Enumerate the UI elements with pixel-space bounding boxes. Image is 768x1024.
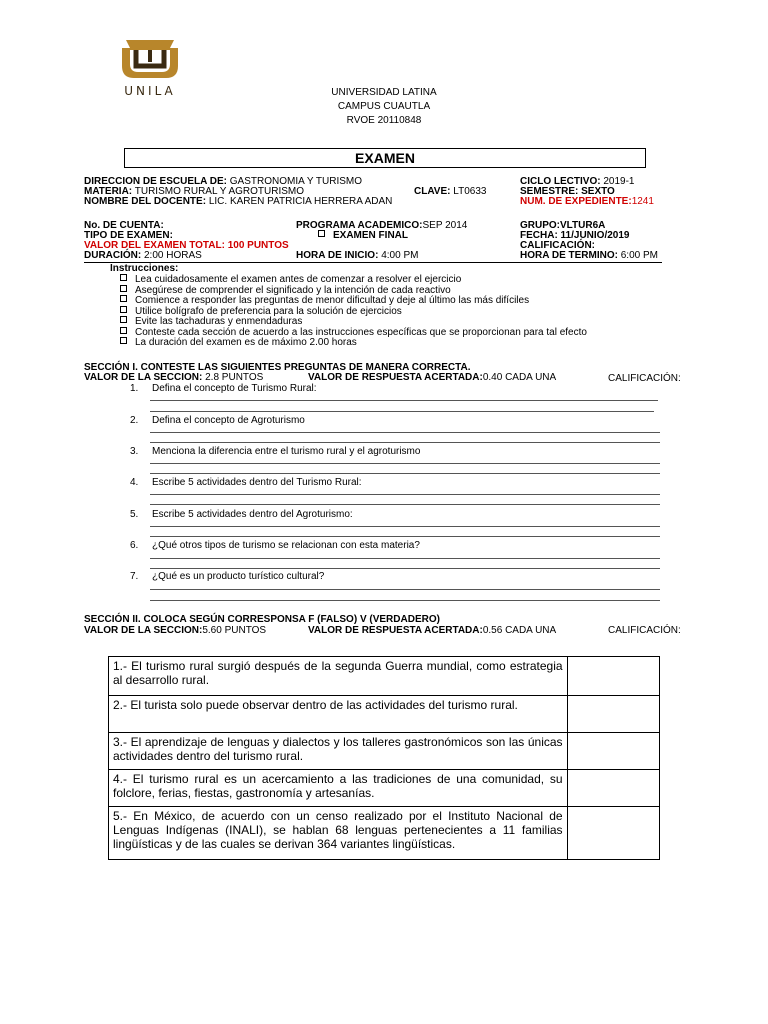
instructions-label: Instrucciones: (110, 263, 179, 274)
checkbox-icon (120, 274, 127, 281)
expediente-field: NUM. DE EXPEDIENTE:1241 (520, 196, 654, 207)
answer-cell[interactable] (567, 657, 659, 696)
programa-field: PROGRAMA ACADEMICO:SEP 2014 (296, 220, 468, 231)
duracion-field: DURACIÓN: 2:00 HORAS (84, 250, 202, 261)
tipo-examen-value: EXAMEN FINAL (318, 230, 408, 241)
question-2: 2. Defina el concepto de Agroturismo (130, 415, 305, 426)
answer-line[interactable] (150, 473, 660, 474)
clave-field: CLAVE: LT0633 (414, 186, 487, 197)
section1-valor: VALOR DE LA SECCION: 2.8 PUNTOS (84, 372, 264, 383)
table-row (109, 733, 660, 770)
table-row (109, 770, 660, 807)
instruction-item: Comience a responder las preguntas de menor dificultad y deje al último las más difíciles (120, 295, 529, 307)
section1-respuesta: VALOR DE RESPUESTA ACERTADA:0.40 CADA UNA (308, 372, 557, 383)
answer-line[interactable] (150, 442, 660, 443)
fecha-field: FECHA: 11/JUNIO/2019 (520, 230, 630, 241)
checkbox-icon (120, 295, 127, 302)
true-false-table (108, 656, 660, 860)
instruction-item: Asegúrese de comprender el significado y la intención de cada reactivo (120, 285, 451, 297)
statement-cell: 3.- El aprendizaje de lenguas y dialectos y los talleres gastronómicos son las únicas actividades dentro del turismo rural. (109, 733, 568, 770)
section2-valor: VALOR DE LA SECCION:5.60 PUNTOS (84, 625, 267, 636)
checkbox-icon (120, 316, 127, 323)
answer-line[interactable] (150, 600, 660, 601)
section1-calificacion: CALIFICACIÓN: (608, 373, 681, 384)
checkbox-icon (120, 285, 127, 292)
ciclo-field: CICLO LECTIVO: 2019-1 (520, 176, 635, 187)
question-6: 6. ¿Qué otros tipos de turismo se relacionan con esta materia? (130, 540, 420, 551)
tipo-examen-label: TIPO DE EXAMEN: (84, 230, 173, 241)
answer-cell[interactable] (567, 733, 659, 770)
cuenta-field: No. DE CUENTA: (84, 220, 164, 231)
question-3: 3. Menciona la diferencia entre el turismo rural y el agroturismo (130, 446, 421, 457)
table-row (109, 696, 660, 733)
university-name: UNIVERSIDAD LATINA (331, 87, 437, 98)
statement-cell: 2.- El turista solo puede observar dentro de las actividades del turismo rural. (109, 696, 568, 733)
instruction-item: La duración del examen es de máximo 2.00 horas (120, 337, 357, 349)
table-row (109, 807, 660, 860)
grupo-field: GRUPO:VLTUR6A (520, 220, 606, 231)
section2-respuesta: VALOR DE RESPUESTA ACERTADA:0.56 CADA UNA (308, 625, 557, 636)
materia-field: MATERIA: TURISMO RURAL Y AGROTURISMO (84, 186, 305, 197)
answer-line[interactable] (150, 400, 658, 401)
answer-line[interactable] (150, 568, 660, 569)
section2-title: SECCIÓN II. COLOCA SEGÚN CORRESPONSA F (FALSO) V (VERDADERO) (84, 614, 440, 625)
answer-line[interactable] (150, 536, 660, 537)
answer-line[interactable] (150, 558, 660, 559)
answer-line[interactable] (150, 589, 660, 590)
table-row (109, 657, 660, 696)
escuela-field: DIRECCION DE ESCUELA DE: GASTRONOMIA Y TURISMO (84, 176, 363, 187)
answer-cell[interactable] (567, 807, 659, 860)
campus-name: CAMPUS CUAUTLA (337, 101, 431, 112)
question-1: 1. Defina el concepto de Turismo Rural: (130, 383, 317, 394)
answer-line[interactable] (150, 411, 654, 412)
question-5: 5. Escribe 5 actividades dentro del Agroturismo: (130, 509, 353, 520)
section1-title: SECCIÓN I. CONTESTE LAS SIGUIENTES PREGUNTAS DE MANERA CORRECTA. (84, 362, 471, 373)
instruction-item: Conteste cada sección de acuerdo a las instrucciones específicas que se proporcionan para tal efecto (120, 327, 587, 339)
checkbox-icon (318, 230, 325, 237)
answer-line[interactable] (150, 526, 660, 527)
answer-cell[interactable] (567, 696, 659, 733)
exam-title: EXAMEN (124, 148, 646, 168)
section2-calificacion: CALIFICACIÓN: (608, 625, 681, 636)
checkbox-icon (120, 337, 127, 344)
valor-total: VALOR DEL EXAMEN TOTAL: 100 PUNTOS (84, 240, 289, 251)
instruction-item: Lea cuidadosamente el examen antes de comenzar a resolver el ejercicio (120, 274, 461, 286)
checkbox-icon (120, 327, 127, 334)
checkbox-icon (120, 306, 127, 313)
termino-field: HORA DE TERMINO: 6:00 PM (520, 250, 658, 261)
answer-cell[interactable] (567, 770, 659, 807)
logo-text: UNILA (124, 84, 176, 98)
calificacion-field: CALIFICACIÓN: (520, 240, 595, 251)
instruction-item: Utilice bolígrafo de preferencia para la solución de ejercicios (120, 306, 402, 318)
question-4: 4. Escribe 5 actividades dentro del Turismo Rural: (130, 477, 362, 488)
semestre-field: SEMESTRE: SEXTO (520, 186, 615, 197)
answer-line[interactable] (150, 494, 660, 495)
inicio-field: HORA DE INICIO: 4:00 PM (296, 250, 419, 261)
statement-cell: 1.- El turismo rural surgió después de la segunda Guerra mundial, como estrategia al desarrollo rural. (109, 657, 568, 696)
answer-line[interactable] (150, 432, 660, 433)
statement-cell: 4.- El turismo rural es un acercamiento a las tradiciones de una comunidad, su folclore, ferias, fiestas, gastronomía y artesanías. (109, 770, 568, 807)
question-7: 7. ¿Qué es un producto turístico cultural? (130, 571, 325, 582)
answer-line[interactable] (150, 504, 660, 505)
answer-line[interactable] (150, 463, 660, 464)
docente-field: NOMBRE DEL DOCENTE: LIC. KAREN PATRICIA HERRERA ADAN (84, 196, 393, 207)
statement-cell: 5.- En México, de acuerdo con un censo realizado por el Instituto Nacional de Lenguas Indígenas (INALI), se hablan 68 lenguas pertenecientes a 11 familias lingüísticas y de las cuales se derivan 364 variantes lingüísticas. (109, 807, 568, 860)
instruction-item: Evite las tachaduras y enmendaduras (120, 316, 302, 328)
rvoe: RVOE 20110848 (346, 115, 422, 126)
